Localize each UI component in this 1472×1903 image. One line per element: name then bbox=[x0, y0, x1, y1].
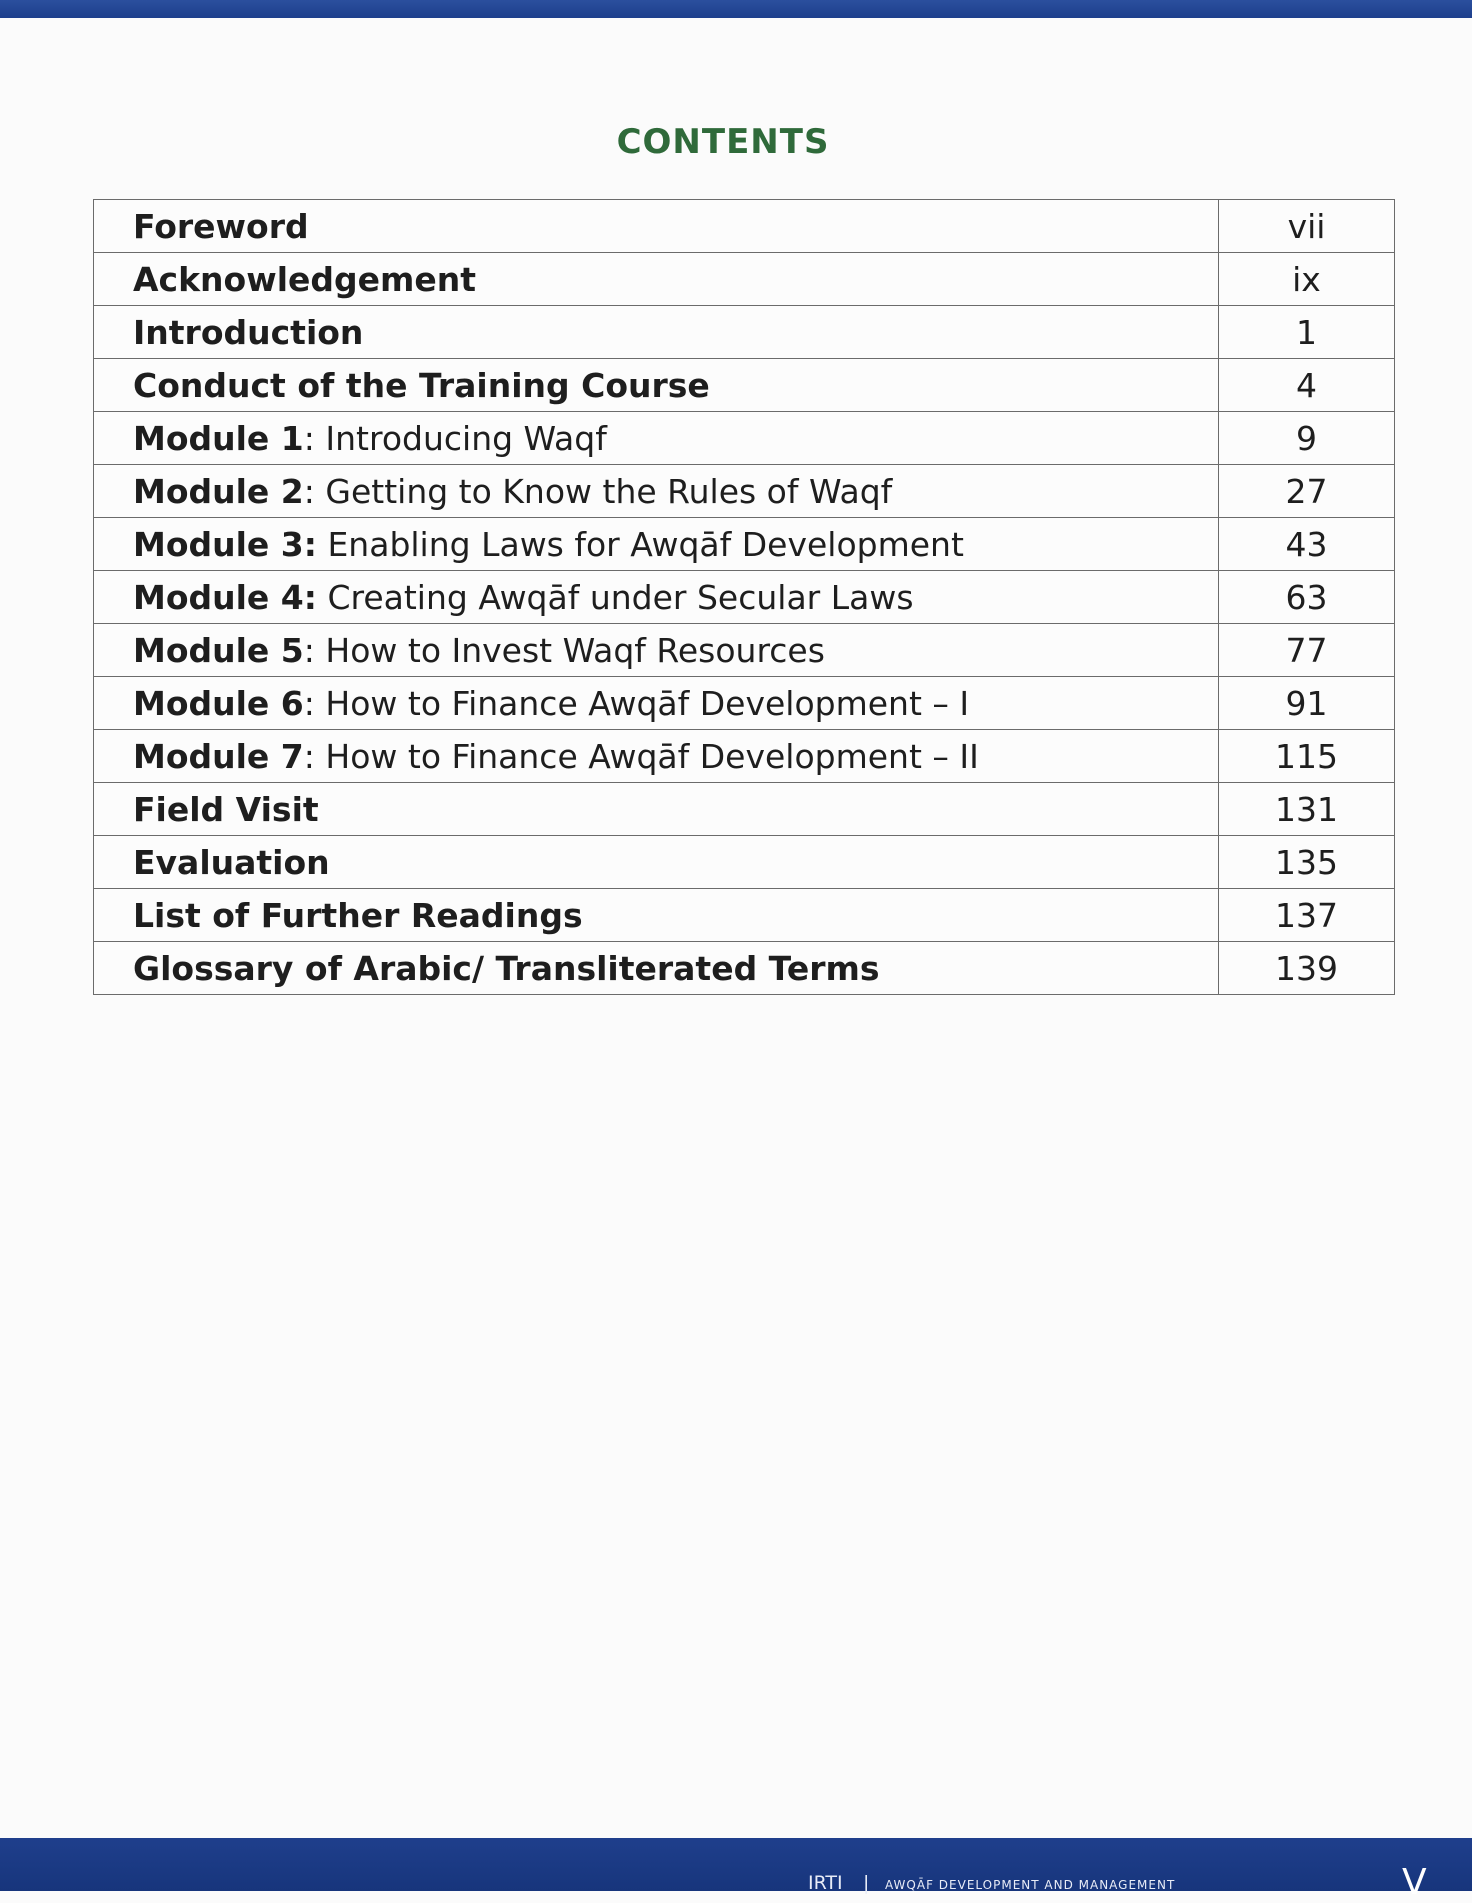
bottom-color-band bbox=[0, 1838, 1472, 1891]
module-separator: : bbox=[303, 630, 315, 670]
toc-entry-label: Evaluation bbox=[94, 836, 1219, 889]
toc-row-module-2 bbox=[94, 465, 1395, 518]
toc-row-conduct bbox=[94, 359, 1395, 412]
module-label: Module 1 bbox=[133, 418, 304, 458]
footer-page-number: V bbox=[1402, 1862, 1427, 1903]
toc-row-module-5 bbox=[94, 624, 1395, 677]
toc-row-field-visit bbox=[94, 783, 1395, 836]
toc-page-number: 1 bbox=[1219, 306, 1395, 359]
toc-page-number: 115 bbox=[1219, 730, 1395, 783]
module-title: Introducing Waqf bbox=[314, 418, 607, 458]
toc-page-number: 9 bbox=[1219, 412, 1395, 465]
toc-row-module-4 bbox=[94, 571, 1395, 624]
module-separator: : bbox=[303, 471, 315, 511]
toc-entry-label: List of Further Readings bbox=[94, 889, 1219, 942]
toc-entry bbox=[94, 412, 1219, 465]
module-label: Module 6 bbox=[133, 683, 304, 723]
toc-row-module-7 bbox=[94, 730, 1395, 783]
toc-entry-label: Foreword bbox=[94, 200, 1219, 253]
toc-entry-label: Field Visit bbox=[94, 783, 1219, 836]
toc-row-module-1 bbox=[94, 412, 1395, 465]
module-separator: : bbox=[303, 418, 315, 458]
module-title: How to Finance Awqāf Development – II bbox=[314, 736, 979, 776]
toc-entry-label: Conduct of the Training Course bbox=[94, 359, 1219, 412]
toc-entry bbox=[94, 571, 1219, 624]
module-title: How to Finance Awqāf Development – I bbox=[314, 683, 970, 723]
toc-row-introduction bbox=[94, 306, 1395, 359]
toc-entry bbox=[94, 677, 1219, 730]
module-label: Module 2 bbox=[133, 471, 304, 511]
toc-entry-label: Acknowledgement bbox=[94, 253, 1219, 306]
toc-row-acknowledgement bbox=[94, 253, 1395, 306]
module-title: How to Invest Waqf Resources bbox=[314, 630, 825, 670]
toc-page-number: 139 bbox=[1219, 942, 1395, 995]
toc-row-module-6 bbox=[94, 677, 1395, 730]
toc-row-foreword bbox=[94, 200, 1395, 253]
footer-brand: IRTI bbox=[808, 1872, 843, 1894]
module-separator: : bbox=[303, 683, 315, 723]
toc-entry bbox=[94, 730, 1219, 783]
toc-row-evaluation bbox=[94, 836, 1395, 889]
toc-entry bbox=[94, 624, 1219, 677]
toc-row-module-3 bbox=[94, 518, 1395, 571]
toc-page-number: 131 bbox=[1219, 783, 1395, 836]
toc-page-number: ix bbox=[1219, 253, 1395, 306]
module-label: Module 7 bbox=[133, 736, 304, 776]
module-title: Getting to Know the Rules of Waqf bbox=[314, 471, 893, 511]
footer-book-title: AWQĀF DEVELOPMENT AND MANAGEMENT bbox=[885, 1878, 1176, 1892]
toc-page-number: vii bbox=[1219, 200, 1395, 253]
footer-separator: | bbox=[863, 1872, 870, 1894]
module-separator: : bbox=[303, 736, 315, 776]
module-label: Module 4: bbox=[133, 577, 317, 617]
contents-table bbox=[93, 199, 1395, 995]
toc-page-number: 137 bbox=[1219, 889, 1395, 942]
module-label: Module 5 bbox=[133, 630, 304, 670]
toc-page-number: 4 bbox=[1219, 359, 1395, 412]
toc-page-number: 91 bbox=[1219, 677, 1395, 730]
page-title: CONTENTS bbox=[616, 122, 830, 162]
toc-entry bbox=[94, 518, 1219, 571]
module-label: Module 3: bbox=[133, 524, 317, 564]
toc-page-number: 135 bbox=[1219, 836, 1395, 889]
toc-page-number: 63 bbox=[1219, 571, 1395, 624]
toc-page-number: 43 bbox=[1219, 518, 1395, 571]
toc-row-further-readings bbox=[94, 889, 1395, 942]
toc-page-number: 77 bbox=[1219, 624, 1395, 677]
toc-page-number: 27 bbox=[1219, 465, 1395, 518]
module-title: Enabling Laws for Awqāf Development bbox=[316, 524, 964, 564]
toc-entry-label: Glossary of Arabic/ Transliterated Terms bbox=[94, 942, 1219, 995]
toc-entry-label: Introduction bbox=[94, 306, 1219, 359]
top-color-band bbox=[0, 0, 1472, 18]
toc-row-glossary bbox=[94, 942, 1395, 995]
module-title: Creating Awqāf under Secular Laws bbox=[316, 577, 914, 617]
toc-entry bbox=[94, 465, 1219, 518]
